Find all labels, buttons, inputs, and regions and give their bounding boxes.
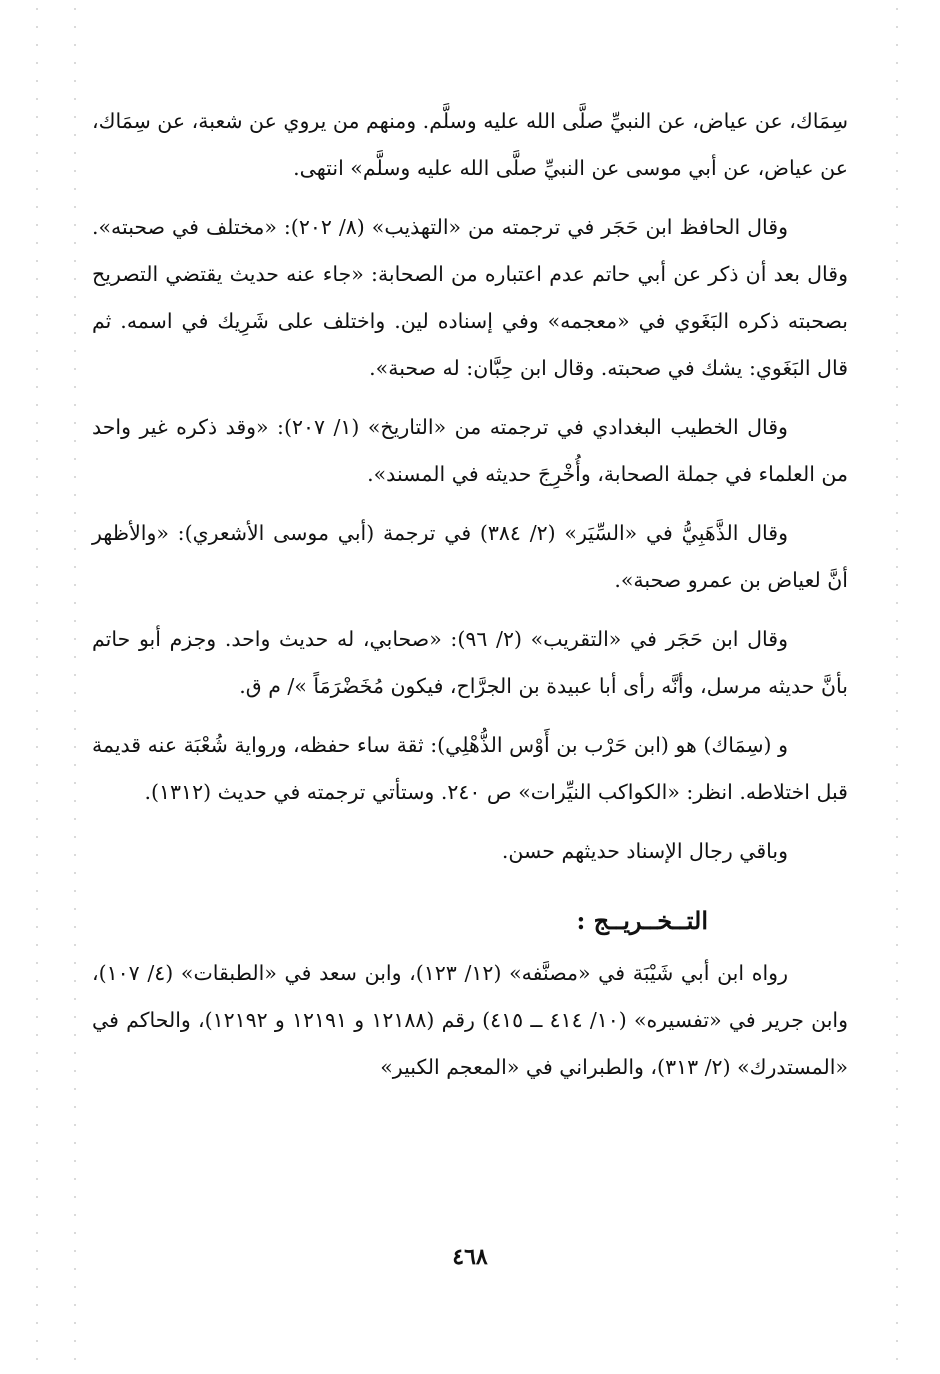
paragraph-takhrij: رواه ابن أبي شَيْبَة في «مصنَّفه» (١٢/ ١٢٣)، وابن سعد في «الطبقات» (٤/ ١٠٧)، وابن جرير في «تفسيره» (١٠/ ٤١٤ ــ ٤١٥) رقم (١٢١٨٨ و ١٢١٩١ و ١٢١٩٢)، والحاكم في «المستدرك» (٢/ ٣١٣)، والطبراني في «المعجم الكبير»	[92, 961, 849, 1079]
paragraph-remaining-narrators: وباقي رجال الإسناد حديثهم حسن.	[501, 839, 788, 863]
paragraph-khatib: وقال الخطيب البغدادي في ترجمته من «التاريخ» (١/ ٢٠٧): «وقد ذكره غير واحد من العلماء في جملة الصحابة، وأُخْرِجَ حديثه في المسند».	[92, 415, 848, 486]
page-number: ٤٦٨	[452, 1244, 488, 1270]
section-heading-takhrij: التــخــريــج :	[576, 906, 708, 935]
page-body	[92, 98, 848, 1091]
paragraph-ibn-hajar-taqrib: وقال ابن حَجَر في «التقريب» (٢/ ٩٦): «صحابي، له حديث واحد. وجزم أبو حاتم بأنَّ حديثه مرسل، وأنَّه رأى أبا عبيدة بن الجرَّاح، فيكون مُخَضْرَمَاً »/ م ق.	[92, 627, 848, 698]
paragraph-dhahabi: وقال الذَّهَبِيُّ في «السِّيَر» (٢/ ٣٨٤) في ترجمة (أبي موسى الأشعري): «والأظهر أنَّ لعياض بن عمرو صحبة».	[92, 521, 848, 592]
left-margin-dots	[36, 0, 38, 1374]
paragraph-simak: و (سِمَاك) هو (ابن حَرْب بن أَوْس الذُّهْلِي): ثقة ساء حفظه، ورواية شُعْبَة عنه قديمة قبل اختلاطه. انظر: «الكواكب النيِّرات» ص ٢٤٠. وستأتي ترجمته في حديث (١٣١٢).	[92, 733, 848, 804]
left-margin-dots-2	[74, 0, 76, 1374]
paragraph-continuation: سِمَاك، عن عياض، عن النبيِّ صلَّى الله عليه وسلَّم. ومنهم من يروي عن شعبة، عن سِمَاك، عن عياض، عن أبي موسى عن النبيِّ صلَّى الله عليه وسلَّم» انتهى.	[92, 109, 848, 180]
right-margin-dots	[896, 0, 898, 1374]
paragraph-ibn-hajar-tahdhib: وقال الحافظ ابن حَجَر في ترجمته من «التهذيب» (٨/ ٢٠٢): «مختلف في صحبته». وقال بعد أن ذكر عن أبي حاتم عدم اعتباره من الصحابة: «جاء عنه حديث يقتضي التصريح بصحبته ذكره البَغَوي في «معجمه» وفي إسناده لين. واختلف على شَرِيك في اسمه. ثم قال البَغَوي: يشك في صحبته. وقال ابن حِبَّان: له صحبة».	[92, 215, 848, 380]
